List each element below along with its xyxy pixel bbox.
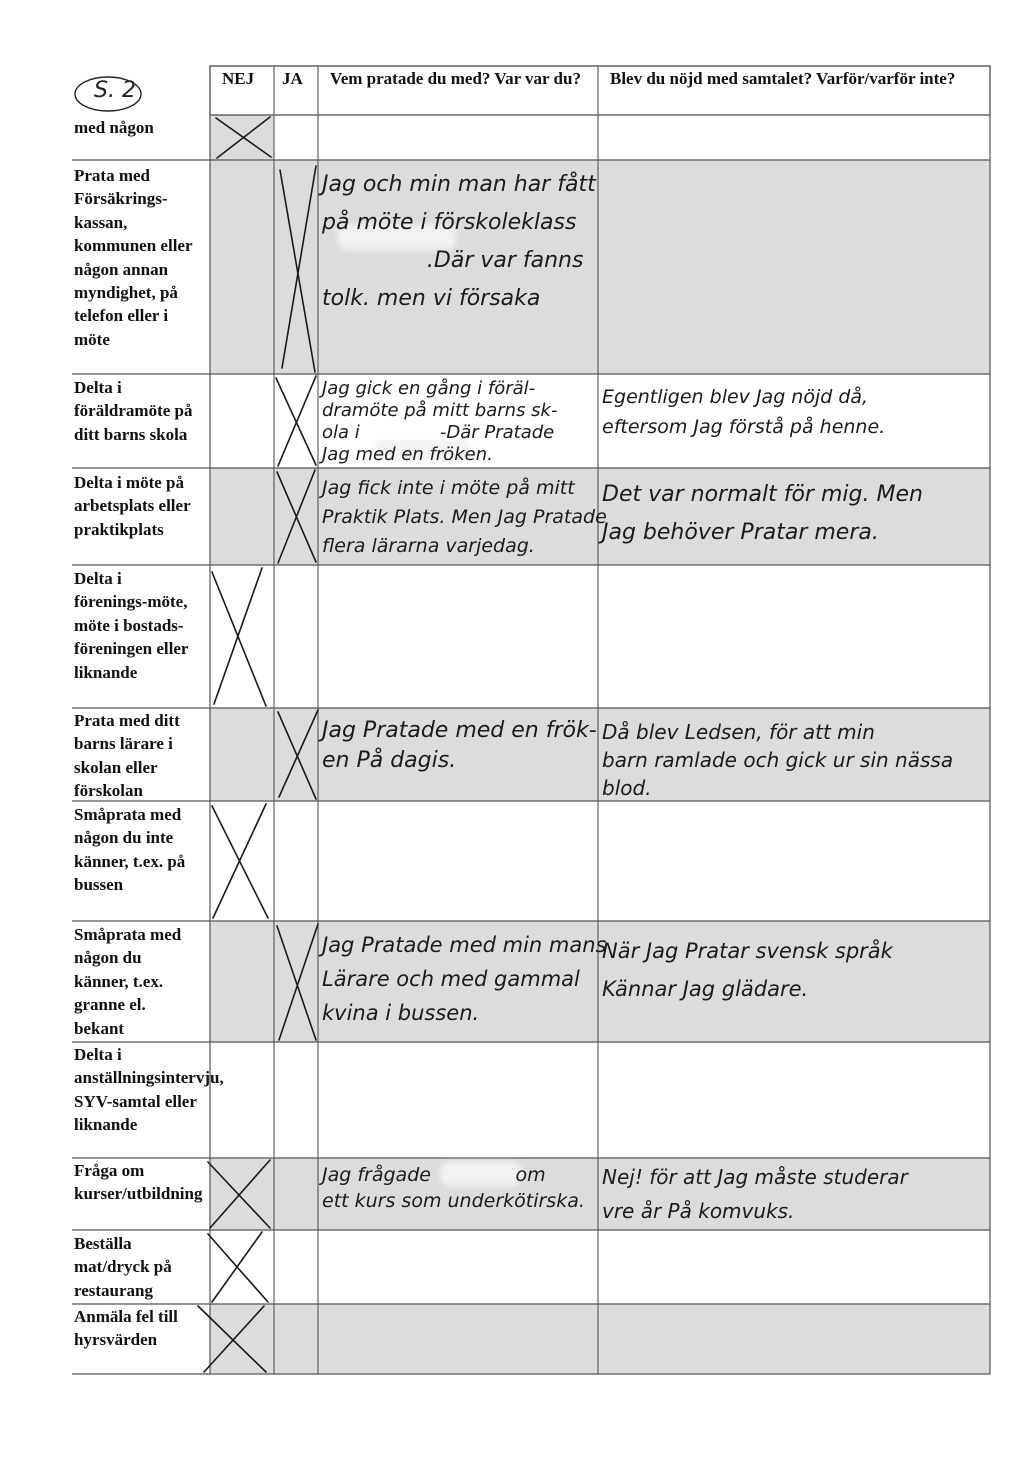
header-vem: Vem pratade du med? Var var du? [330,69,581,88]
row-label-7: Småprata med någon du känner, t.ex. granne el. bekant [74,925,182,1038]
answer-blev-row-9: Nej! för att Jag måste studerar vre år På komvuks. [602,1165,908,1223]
header-blev: Blev du nöjd med samtalet? Varför/varför inte? [610,69,956,88]
answer-vem-row-7: Jag Pratade med min mans Lärare och med gammal kvina i bussen. [322,933,607,1025]
row-label-2: Delta i föräldramöte på ditt barns skola [74,378,193,444]
row-label-0: med någon [74,118,154,137]
cross-mark-nej-row-4 [212,568,266,706]
answer-vem-row-2: Jag gick en gång i föräl- dramöte på mitt barns sk- ola i -Där Pratade Jag med en fröken. [322,378,558,465]
cross-mark-nej-row-6 [212,804,268,918]
answer-blev-row-3: Det var normalt för mig. Men Jag behöver Pratar mera. [602,482,923,545]
answer-blev-row-7: När Jag Pratar svensk språk Kännar Jag glädare. [602,939,893,1001]
header-nej: NEJ [222,69,255,88]
cross-mark-nej-row-10 [208,1232,268,1302]
answer-vem-row-3: Jag fick inte i möte på mitt Praktik Plats. Men Jag Pratade flera lärarna varjedag. [322,477,607,557]
answer-blev-row-2: Egentligen blev Jag nöjd då, eftersom Jag förstå på henne. [602,386,886,438]
row-label-5: Prata med ditt barns lärare i skolan eller förskolan [74,711,180,801]
answer-vem-row-1: Jag och min man har fått på möte i förskoleklass .Där var fanns tolk. men vi försaka [322,172,596,311]
header-ja: JA [282,69,303,88]
row-label-11: Anmäla fel till hyrsvärden [74,1307,178,1350]
row-label-4: Delta i förenings-möte, möte i bostads-föreningen eller liknande [74,569,189,682]
answer-blev-row-5: Då blev Ledsen, för att min barn ramlade och gick ur sin nässa blod. [602,720,954,800]
answer-vem-row-5: Jag Pratade med en frök- en På dagis. [322,718,597,773]
page-number-mark [72,74,146,114]
row-label-3: Delta i möte på arbetsplats eller praktikplats [74,473,191,539]
page-number-text: S. 2 [94,78,136,103]
cross-mark-ja-row-2 [276,376,316,466]
row-label-10: Beställa mat/dryck på restaurang [74,1234,172,1300]
row-label-6: Småprata med någon du inte känner, t.ex. på bussen [74,805,186,895]
row-label-1: Prata med Försäkrings-kassan, kommunen eller någon annan myndighet, på telefon eller i möte [74,166,193,349]
answer-vem-row-9: Jag frågade om ett kurs som underkötirska. [322,1164,585,1212]
row-label-8: Delta i anställningsintervju, SYV-samtal eller liknande [74,1045,224,1135]
row-label-9: Fråga om kurser/utbildning [74,1161,203,1204]
